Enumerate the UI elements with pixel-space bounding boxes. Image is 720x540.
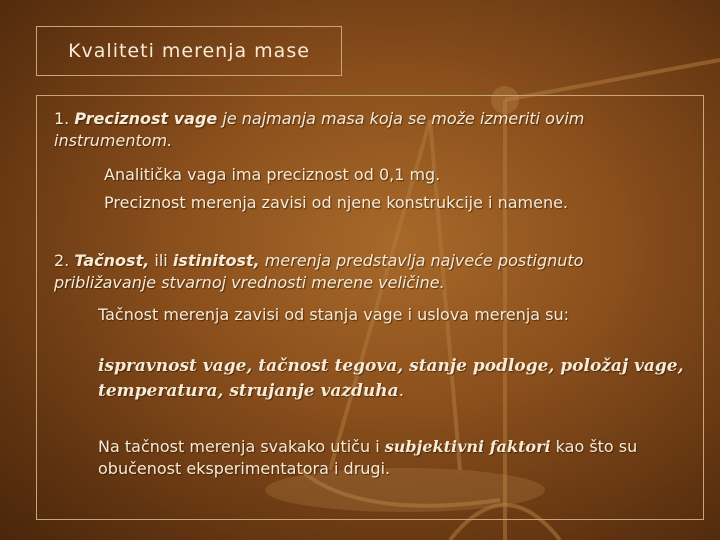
item-2-connector: ili	[149, 251, 173, 270]
para-3-factors	[98, 354, 698, 404]
item-2-term-2: istinitost,	[172, 251, 260, 270]
item-2-definition: merenja predstavlja najveće postignuto približavanje stvarnoj vrednosti merene veličine.	[54, 251, 584, 292]
item-2-number: 2.	[54, 251, 75, 270]
factors-list: ispravnost vage, tačnost tegova, stanje podloge, položaj vage, temperatura, strujanje vazduha	[98, 356, 684, 401]
item-1-definition: je najmanja masa koja se može izmeriti ovim instrumentom.	[54, 109, 585, 150]
item-1-detail-a: Analitička vaga ima preciznost od 0,1 mg.	[104, 165, 441, 184]
para-4-pre: Na tačnost merenja svakako utiču i	[98, 437, 385, 456]
para-4	[98, 436, 698, 480]
item-1	[54, 108, 674, 152]
factors-period: .	[398, 381, 405, 401]
para-4-term: subjektivni faktori	[384, 437, 551, 456]
para-3-intro: Tačnost merenja zavisi od stanja vage i uslova merenja su:	[98, 305, 570, 324]
item-2-term-1: Tačnost,	[74, 251, 150, 270]
slide-title: Kvaliteti merenja mase	[68, 40, 310, 62]
item-1-term: Preciznost vage	[74, 109, 218, 128]
item-2	[54, 250, 684, 294]
para-4-post: kao što su obučenost eksperimentatora i drugi.	[98, 437, 638, 478]
item-1-number: 1.	[54, 109, 75, 128]
item-1-detail-b: Preciznost merenja zavisi od njene konstrukcije i namene.	[104, 193, 569, 212]
title-box	[36, 26, 342, 76]
